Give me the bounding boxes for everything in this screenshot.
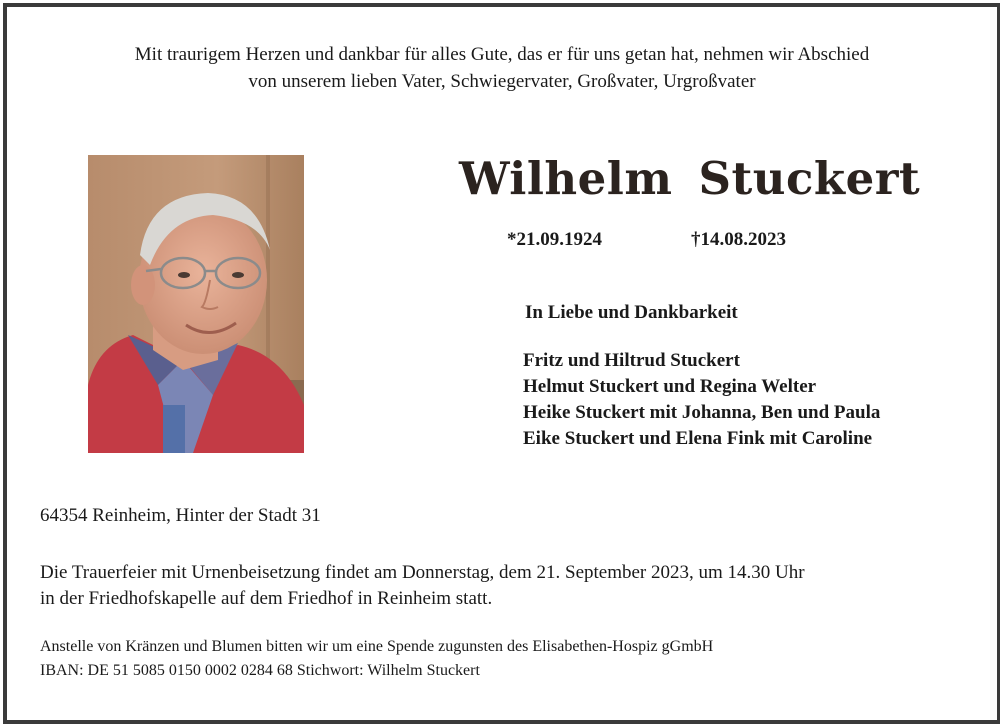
deceased-name xyxy=(459,152,920,205)
donation-info xyxy=(40,635,713,683)
mourners-list xyxy=(523,348,880,452)
mourner-name: Eike Stuckert und Elena Fink mit Caroline xyxy=(523,428,873,449)
mourner-name: Heike Stuckert mit Johanna, Ben und Paula xyxy=(523,402,881,423)
intro-line-2: von unserem lieben Vater, Schwiegervater, Großvater, Urgroßvater xyxy=(248,71,756,92)
portrait-image xyxy=(88,155,304,453)
obituary-frame xyxy=(3,3,1000,724)
ceremony-info xyxy=(40,560,805,612)
death-date: †14.08.2023 xyxy=(691,229,786,250)
mourner-name: Fritz und Hiltrud Stuckert xyxy=(523,350,740,371)
intro-line-1: Mit traurigem Herzen und dankbar für alles Gute, das er für uns getan hat, nehmen wir Abschied xyxy=(134,44,870,65)
last-name: Stuckert xyxy=(698,152,921,205)
portrait-photo xyxy=(88,155,304,453)
first-name: Wilhelm xyxy=(459,152,673,205)
mourner-name: Helmut Stuckert und Regina Welter xyxy=(523,376,817,397)
ceremony-line-2: in der Friedhofskapelle auf dem Friedhof in Reinheim statt. xyxy=(40,588,493,609)
donation-line-1: Anstelle von Kränzen und Blumen bitten wir um eine Spende zugunsten des Elisabethen-Hospiz gGmbH xyxy=(40,638,714,655)
ceremony-line-1: Die Trauerfeier mit Urnenbeisetzung findet am Donnerstag, dem 21. September 2023, um 14.30 Uhr xyxy=(40,562,805,583)
birth-date: *21.09.1924 xyxy=(507,229,602,250)
donation-line-2: IBAN: DE 51 5085 0150 0002 0284 68 Stichwort: Wilhelm Stuckert xyxy=(40,662,480,679)
mourners-heading: In Liebe und Dankbarkeit xyxy=(525,302,738,323)
intro-text xyxy=(7,41,997,95)
address: 64354 Reinheim, Hinter der Stadt 31 xyxy=(40,505,321,526)
